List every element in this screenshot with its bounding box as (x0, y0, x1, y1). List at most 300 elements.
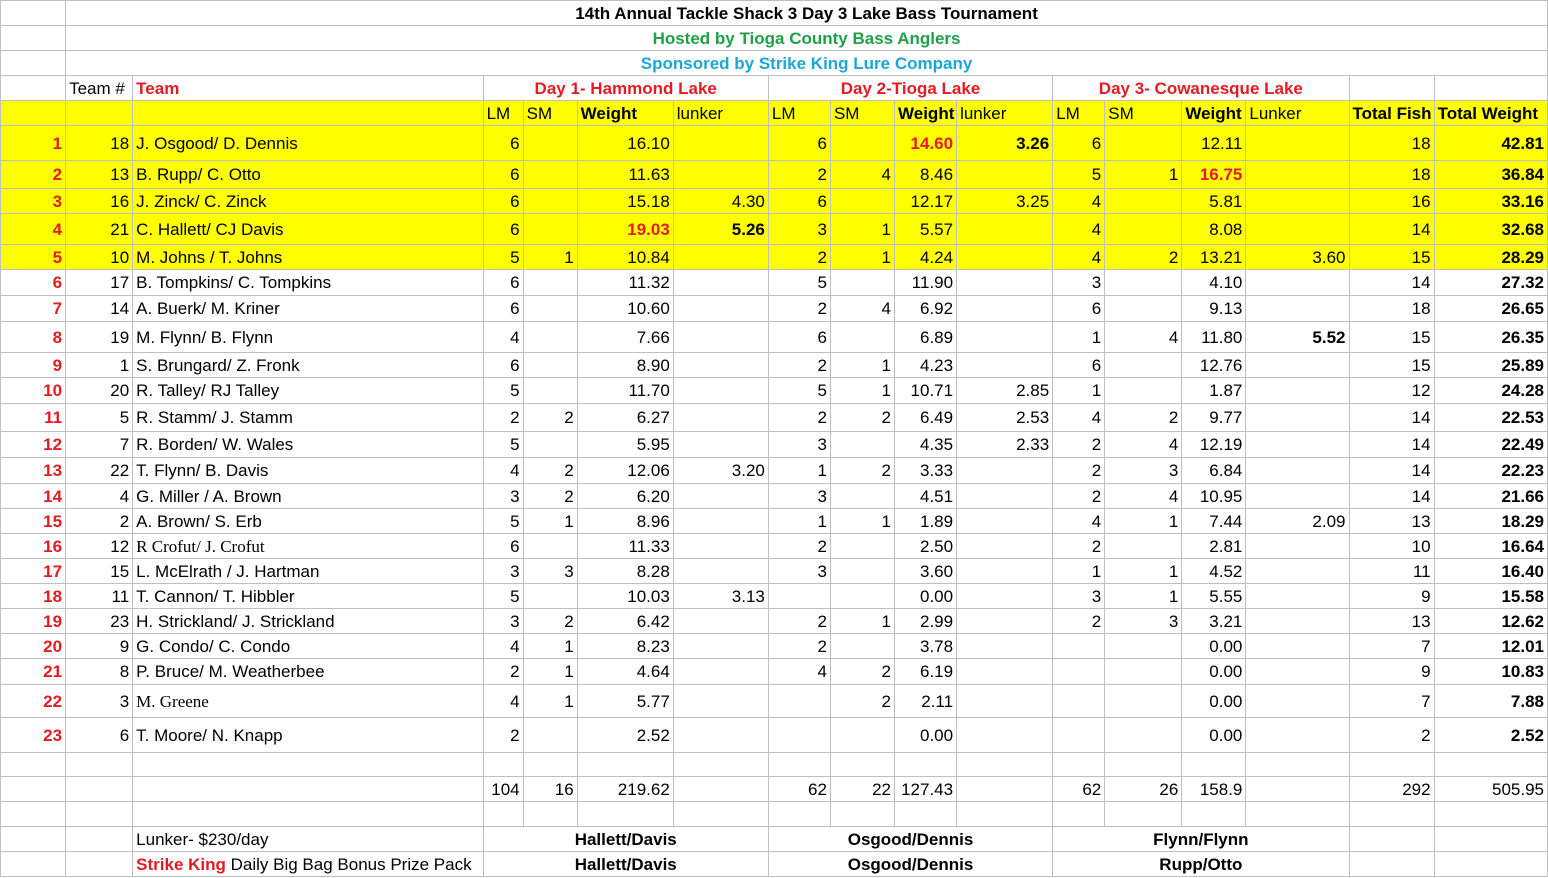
d1-lunker-cell (673, 322, 768, 353)
d3-lm-cell: 4 (1053, 214, 1105, 245)
d1-lm-cell: 6 (483, 270, 523, 296)
team-number-cell: 20 (66, 378, 133, 404)
d3-lunker-cell (1246, 270, 1349, 296)
d2-lm-cell: 4 (768, 659, 830, 685)
table-row (1, 126, 1548, 161)
team-number-cell: 5 (66, 404, 133, 432)
total-fish-cell: 11 (1349, 559, 1434, 584)
d2-weight-cell: 12.17 (895, 189, 957, 214)
d1-lunker-cell (673, 404, 768, 432)
d3-sm-cell (1105, 634, 1182, 659)
team-name-cell: S. Brungard/ Z. Fronk (133, 353, 483, 378)
table-row (1, 718, 1548, 753)
total-fish-cell: 18 (1349, 126, 1434, 161)
d2-lm-cell: 3 (768, 559, 830, 584)
d1-lm-cell: 5 (483, 509, 523, 534)
d1-sm-cell (523, 432, 577, 458)
d2-weight-cell: 6.49 (895, 404, 957, 432)
total-weight-header: Total Weight (1434, 101, 1547, 126)
d1-lunker-cell: 5.26 (673, 214, 768, 245)
total-fish-cell: 14 (1349, 404, 1434, 432)
d3-weight-cell: 13.21 (1182, 245, 1246, 270)
d2-sm-total: 22 (830, 777, 894, 802)
d2-lunker-cell (957, 214, 1053, 245)
rank-cell: 21 (1, 659, 66, 685)
d1-lunker-cell: 3.13 (673, 584, 768, 609)
d2-lunker-cell (957, 718, 1053, 753)
d3-weight-cell: 6.84 (1182, 458, 1246, 484)
table-row (1, 353, 1548, 378)
total-weight-cell: 7.88 (1434, 685, 1547, 718)
d3-lunker-cell (1246, 534, 1349, 559)
d2-sm-cell: 2 (830, 659, 894, 685)
rank-cell: 20 (1, 634, 66, 659)
d2-lm-cell (768, 718, 830, 753)
rank-cell: 6 (1, 270, 66, 296)
team-number-cell: 17 (66, 270, 133, 296)
d3-lunker-cell (1246, 609, 1349, 634)
team-name-cell: T. Moore/ N. Knapp (133, 718, 483, 753)
d1-sm-cell: 2 (523, 458, 577, 484)
d3-lunker-cell (1246, 718, 1349, 753)
big-bag-label-text: Daily Big Bag Bonus Prize Pack (225, 854, 472, 874)
total-weight-cell: 22.23 (1434, 458, 1547, 484)
d1-weight-cell: 12.06 (577, 458, 673, 484)
rank-cell: 2 (1, 161, 66, 189)
rank-cell: 19 (1, 609, 66, 634)
d3-lunker-cell (1246, 659, 1349, 685)
d2-lm-cell: 3 (768, 432, 830, 458)
d2-sm-cell: 1 (830, 353, 894, 378)
table-row (1, 559, 1548, 584)
d1-lm-cell: 6 (483, 353, 523, 378)
total-fish-sum: 292 (1349, 777, 1434, 802)
big-bag-day1-winner: Hallett/Davis (483, 852, 768, 877)
sheet-title: 14th Annual Tackle Shack 3 Day 3 Lake Bass Tournament (66, 1, 1548, 26)
d2-lm-cell: 6 (768, 322, 830, 353)
total-fish-cell: 14 (1349, 270, 1434, 296)
d2-sm-cell (830, 634, 894, 659)
d2-lm-cell: 6 (768, 189, 830, 214)
team-number-cell: 3 (66, 685, 133, 718)
d2-lunker-cell (957, 634, 1053, 659)
d3-lunker-cell (1246, 296, 1349, 322)
rank-cell: 9 (1, 353, 66, 378)
d3-lunker-cell (1246, 161, 1349, 189)
team-name-cell: T. Flynn/ B. Davis (133, 458, 483, 484)
d2-lm-cell: 2 (768, 534, 830, 559)
d1-lunker-cell (673, 659, 768, 685)
d2-sm-cell (830, 534, 894, 559)
d2-sm-cell: 1 (830, 245, 894, 270)
d1-weight-cell: 15.18 (577, 189, 673, 214)
d2-lunker-cell: 2.85 (957, 378, 1053, 404)
d1-lunker-cell (673, 161, 768, 189)
d3-weight-cell: 1.87 (1182, 378, 1246, 404)
d1-lm-cell: 6 (483, 189, 523, 214)
d1-lm-cell: 6 (483, 161, 523, 189)
d3-sm-cell: 3 (1105, 609, 1182, 634)
d3-weight-cell: 9.13 (1182, 296, 1246, 322)
d2-weight-total: 127.43 (895, 777, 957, 802)
total-fish-cell: 15 (1349, 245, 1434, 270)
team-name-cell: A. Buerk/ M. Kriner (133, 296, 483, 322)
team-number-cell: 2 (66, 509, 133, 534)
total-weight-cell: 22.53 (1434, 404, 1547, 432)
d2-weight-cell: 5.57 (895, 214, 957, 245)
d1-weight-total: 219.62 (577, 777, 673, 802)
d3-lunker-cell (1246, 189, 1349, 214)
team-number-cell: 1 (66, 353, 133, 378)
total-weight-cell: 25.89 (1434, 353, 1547, 378)
table-row (1, 534, 1548, 559)
d2-weight-cell: 2.50 (895, 534, 957, 559)
total-weight-cell: 28.29 (1434, 245, 1547, 270)
total-fish-cell: 14 (1349, 214, 1434, 245)
total-weight-cell: 36.84 (1434, 161, 1547, 189)
team-number-cell: 23 (66, 609, 133, 634)
d3-sm-cell: 1 (1105, 559, 1182, 584)
d3-lm-cell: 1 (1053, 378, 1105, 404)
total-weight-cell: 10.83 (1434, 659, 1547, 685)
d1-lm-cell: 6 (483, 534, 523, 559)
team-number-cell: 6 (66, 718, 133, 753)
d3-weight-cell: 0.00 (1182, 685, 1246, 718)
team-number-cell: 7 (66, 432, 133, 458)
d1-lm-cell: 5 (483, 432, 523, 458)
d3-lunker-cell (1246, 634, 1349, 659)
d3-sm-cell (1105, 353, 1182, 378)
d3-weight-cell: 2.81 (1182, 534, 1246, 559)
d2-lunker-cell (957, 509, 1053, 534)
d1-weight-cell: 8.90 (577, 353, 673, 378)
team-number-cell: 9 (66, 634, 133, 659)
d3-lm-cell: 2 (1053, 534, 1105, 559)
table-row (1, 404, 1548, 432)
team-number-cell: 10 (66, 245, 133, 270)
d2-lunker-cell: 2.33 (957, 432, 1053, 458)
d2-lm-cell: 2 (768, 245, 830, 270)
table-row (1, 584, 1548, 609)
team-header: Team (133, 76, 483, 101)
d2-lm-cell: 1 (768, 458, 830, 484)
d2-weight-cell: 14.60 (895, 126, 957, 161)
d1-weight-cell: 11.33 (577, 534, 673, 559)
d1-weight-cell: 5.77 (577, 685, 673, 718)
d2-weight-cell: 3.33 (895, 458, 957, 484)
team-name-cell: R. Borden/ W. Wales (133, 432, 483, 458)
d3-lm-cell: 4 (1053, 189, 1105, 214)
rank-cell: 17 (1, 559, 66, 584)
total-fish-cell: 12 (1349, 378, 1434, 404)
rank-cell: 13 (1, 458, 66, 484)
d2-weight-cell: 0.00 (895, 584, 957, 609)
d3-lunker-cell: 2.09 (1246, 509, 1349, 534)
team-name-cell: J. Osgood/ D. Dennis (133, 126, 483, 161)
team-number-cell: 19 (66, 322, 133, 353)
table-row (1, 214, 1548, 245)
d1-sm-cell (523, 322, 577, 353)
d1-sm-cell: 1 (523, 509, 577, 534)
d3-weight-cell: 0.00 (1182, 718, 1246, 753)
rank-cell: 15 (1, 509, 66, 534)
total-fish-cell: 15 (1349, 353, 1434, 378)
d2-lunker-cell: 2.53 (957, 404, 1053, 432)
day1-lm-header: LM (483, 101, 523, 126)
d1-lunker-cell (673, 245, 768, 270)
team-number-cell: 21 (66, 214, 133, 245)
rank-cell: 7 (1, 296, 66, 322)
d1-lunker-cell (673, 534, 768, 559)
d3-sm-cell (1105, 378, 1182, 404)
d3-sm-cell (1105, 189, 1182, 214)
d1-weight-cell: 11.63 (577, 161, 673, 189)
total-weight-cell: 42.81 (1434, 126, 1547, 161)
d2-lunker-cell (957, 584, 1053, 609)
table-row (1, 659, 1548, 685)
d1-lm-cell: 3 (483, 484, 523, 509)
d2-weight-cell: 3.60 (895, 559, 957, 584)
d1-sm-cell (523, 126, 577, 161)
d3-lunker-cell (1246, 685, 1349, 718)
rank-cell: 8 (1, 322, 66, 353)
d1-lunker-cell (673, 559, 768, 584)
d3-sm-cell (1105, 296, 1182, 322)
d1-sm-cell: 2 (523, 484, 577, 509)
table-row (1, 270, 1548, 296)
rank-cell: 22 (1, 685, 66, 718)
d3-lunker-cell (1246, 584, 1349, 609)
d3-sm-cell: 3 (1105, 458, 1182, 484)
d2-lunker-cell: 3.26 (957, 126, 1053, 161)
rank-cell: 14 (1, 484, 66, 509)
d2-weight-cell: 11.90 (895, 270, 957, 296)
d2-lunker-cell (957, 353, 1053, 378)
d1-sm-cell (523, 189, 577, 214)
total-fish-cell: 13 (1349, 609, 1434, 634)
day3-sm-header: SM (1105, 101, 1182, 126)
d2-sm-cell (830, 322, 894, 353)
d1-weight-cell: 4.64 (577, 659, 673, 685)
d3-sm-cell: 4 (1105, 322, 1182, 353)
d2-sm-cell (830, 559, 894, 584)
d2-sm-cell: 2 (830, 685, 894, 718)
d2-lunker-cell (957, 659, 1053, 685)
team-name-cell: G. Condo/ C. Condo (133, 634, 483, 659)
d1-sm-cell: 1 (523, 659, 577, 685)
total-weight-cell: 21.66 (1434, 484, 1547, 509)
d3-lm-cell (1053, 634, 1105, 659)
d1-weight-cell: 2.52 (577, 718, 673, 753)
day2-weight-header: Weight (895, 101, 957, 126)
table-row (1, 245, 1548, 270)
d1-lm-cell: 5 (483, 378, 523, 404)
rank-cell: 4 (1, 214, 66, 245)
d3-sm-cell: 2 (1105, 245, 1182, 270)
d1-lm-cell: 6 (483, 296, 523, 322)
d3-lm-cell: 5 (1053, 161, 1105, 189)
d3-lm-cell (1053, 659, 1105, 685)
d2-lunker-cell (957, 685, 1053, 718)
total-fish-cell: 14 (1349, 484, 1434, 509)
d3-lm-cell: 4 (1053, 404, 1105, 432)
total-fish-cell: 10 (1349, 534, 1434, 559)
rank-cell: 3 (1, 189, 66, 214)
d3-lm-cell: 4 (1053, 509, 1105, 534)
table-row (1, 609, 1548, 634)
d1-lm-cell: 6 (483, 214, 523, 245)
d2-weight-cell: 6.19 (895, 659, 957, 685)
lunker-prize-label: Lunker- $230/day (133, 827, 483, 852)
table-row (1, 685, 1548, 718)
d3-lunker-cell (1246, 404, 1349, 432)
day1-header: Day 1- Hammond Lake (483, 76, 768, 101)
d2-lunker-cell (957, 534, 1053, 559)
team-number-cell: 14 (66, 296, 133, 322)
day2-sm-header: SM (830, 101, 894, 126)
rank-cell: 18 (1, 584, 66, 609)
d1-weight-cell: 6.27 (577, 404, 673, 432)
d2-sm-cell: 1 (830, 509, 894, 534)
rank-cell: 1 (1, 126, 66, 161)
d3-lm-cell: 3 (1053, 584, 1105, 609)
d1-lm-cell: 3 (483, 559, 523, 584)
team-number-header: Team # (66, 76, 133, 101)
d1-sm-cell (523, 584, 577, 609)
total-fish-cell: 18 (1349, 161, 1434, 189)
d1-lm-cell: 2 (483, 659, 523, 685)
d2-weight-cell: 4.23 (895, 353, 957, 378)
big-bag-prize-label (133, 852, 483, 877)
d1-lm-total: 104 (483, 777, 523, 802)
total-weight-cell: 16.40 (1434, 559, 1547, 584)
total-fish-cell: 14 (1349, 432, 1434, 458)
d1-lunker-cell (673, 353, 768, 378)
d2-weight-cell: 4.35 (895, 432, 957, 458)
day3-weight-header: Weight (1182, 101, 1246, 126)
d1-lunker-cell (673, 685, 768, 718)
lunker-day2-winner: Osgood/Dennis (768, 827, 1052, 852)
d3-weight-cell: 8.08 (1182, 214, 1246, 245)
d3-sm-cell (1105, 270, 1182, 296)
team-name-cell: M. Flynn/ B. Flynn (133, 322, 483, 353)
d2-weight-cell: 10.71 (895, 378, 957, 404)
d2-lunker-cell (957, 484, 1053, 509)
day2-lm-header: LM (768, 101, 830, 126)
team-name-cell: R. Talley/ RJ Talley (133, 378, 483, 404)
d2-lunker-cell: 3.25 (957, 189, 1053, 214)
d2-lunker-cell (957, 322, 1053, 353)
d2-sm-cell: 1 (830, 214, 894, 245)
d2-lunker-cell (957, 161, 1053, 189)
d1-lunker-cell: 4.30 (673, 189, 768, 214)
d2-weight-cell: 4.51 (895, 484, 957, 509)
rank-cell: 23 (1, 718, 66, 753)
d2-lm-cell: 3 (768, 214, 830, 245)
team-name-cell: L. McElrath / J. Hartman (133, 559, 483, 584)
d3-sm-cell (1105, 214, 1182, 245)
team-number-cell: 18 (66, 126, 133, 161)
d1-sm-cell (523, 296, 577, 322)
total-fish-header: Total Fish (1349, 101, 1434, 126)
team-number-cell: 16 (66, 189, 133, 214)
d3-lunker-cell (1246, 432, 1349, 458)
d1-weight-cell: 11.32 (577, 270, 673, 296)
d3-sm-cell: 1 (1105, 161, 1182, 189)
d1-sm-cell: 1 (523, 685, 577, 718)
team-name-cell: J. Zinck/ C. Zinck (133, 189, 483, 214)
lunker-day3-winner: Flynn/Flynn (1053, 827, 1349, 852)
rank-cell: 11 (1, 404, 66, 432)
d1-weight-cell: 7.66 (577, 322, 673, 353)
d1-lm-cell: 5 (483, 245, 523, 270)
team-name-cell: H. Strickland/ J. Strickland (133, 609, 483, 634)
d3-weight-cell: 9.77 (1182, 404, 1246, 432)
big-bag-day2-winner: Osgood/Dennis (768, 852, 1052, 877)
d2-lm-cell: 2 (768, 296, 830, 322)
table-row (1, 189, 1548, 214)
total-fish-cell: 9 (1349, 659, 1434, 685)
d3-weight-cell: 5.81 (1182, 189, 1246, 214)
d1-sm-cell (523, 718, 577, 753)
team-name-cell: T. Cannon/ T. Hibbler (133, 584, 483, 609)
d3-lm-cell: 2 (1053, 432, 1105, 458)
total-fish-cell: 7 (1349, 634, 1434, 659)
d2-sm-cell: 4 (830, 161, 894, 189)
d2-lm-cell: 2 (768, 609, 830, 634)
d2-lm-cell: 6 (768, 126, 830, 161)
d1-lunker-cell (673, 634, 768, 659)
d1-lunker-cell (673, 609, 768, 634)
day3-lunker-header: Lunker (1246, 101, 1349, 126)
d2-sm-cell: 2 (830, 458, 894, 484)
d2-sm-cell (830, 584, 894, 609)
d3-sm-total: 26 (1105, 777, 1182, 802)
total-fish-cell: 15 (1349, 322, 1434, 353)
d2-lm-cell: 2 (768, 634, 830, 659)
d1-sm-cell: 2 (523, 609, 577, 634)
d3-sm-cell (1105, 659, 1182, 685)
table-row (1, 432, 1548, 458)
d1-lm-cell: 4 (483, 458, 523, 484)
d1-sm-total: 16 (523, 777, 577, 802)
d3-weight-cell: 0.00 (1182, 634, 1246, 659)
d3-sm-cell: 1 (1105, 584, 1182, 609)
d1-lm-cell: 3 (483, 609, 523, 634)
d3-lm-cell: 2 (1053, 458, 1105, 484)
day1-sm-header: SM (523, 101, 577, 126)
team-number-cell: 4 (66, 484, 133, 509)
d2-lm-cell: 5 (768, 378, 830, 404)
d3-weight-cell: 16.75 (1182, 161, 1246, 189)
d2-lm-cell: 2 (768, 404, 830, 432)
d1-lunker-cell (673, 484, 768, 509)
total-weight-cell: 26.35 (1434, 322, 1547, 353)
d2-lm-total: 62 (768, 777, 830, 802)
d1-weight-cell: 5.95 (577, 432, 673, 458)
d3-lm-cell: 2 (1053, 484, 1105, 509)
d1-lm-cell: 5 (483, 584, 523, 609)
d1-weight-cell: 16.10 (577, 126, 673, 161)
d3-lunker-cell (1246, 214, 1349, 245)
team-name-cell: R Crofut/ J. Crofut (133, 534, 483, 559)
d2-sm-cell: 2 (830, 404, 894, 432)
team-name-cell: A. Brown/ S. Erb (133, 509, 483, 534)
d1-lunker-cell (673, 509, 768, 534)
d1-sm-cell: 1 (523, 245, 577, 270)
team-number-cell: 15 (66, 559, 133, 584)
day1-weight-header: Weight (577, 101, 673, 126)
